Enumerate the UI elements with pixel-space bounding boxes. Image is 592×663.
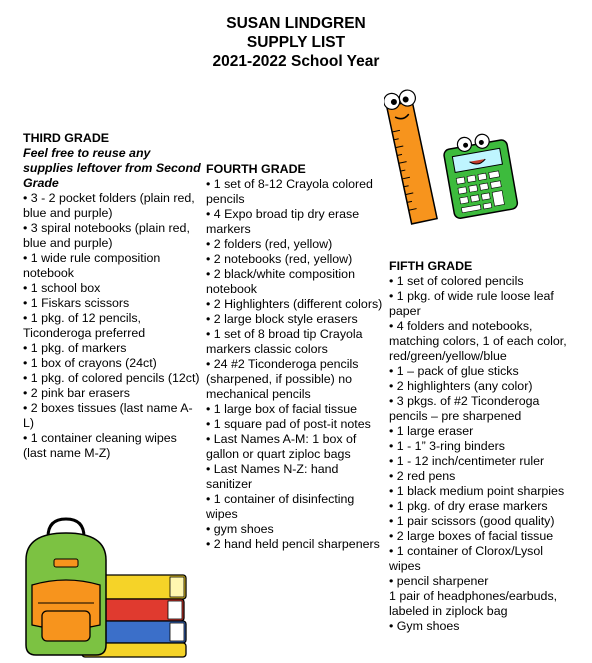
backpack-and-books-illustration: [18, 515, 193, 660]
third-grade-column: [23, 131, 203, 461]
list-item: • gym shoes: [206, 522, 274, 536]
list-item: • 2 highlighters (any color): [389, 379, 533, 393]
list-item: • 1 wide rule composition notebook: [23, 251, 161, 280]
teacher-name: SUSAN LINDGREN: [226, 15, 366, 32]
list-item: • 2 large boxes of facial tissue: [389, 529, 554, 543]
list-item: • 2 notebooks (red, yellow): [206, 252, 353, 266]
list-item: • 2 folders (red, yellow): [206, 237, 333, 251]
list-item: • 1 container cleaning wipes (last name M-Z): [23, 431, 177, 460]
list-item: • 2 red pens: [389, 469, 456, 483]
document-title: [0, 14, 592, 71]
list-item: • 1 set of 8-12 Crayola colored pencils: [206, 177, 373, 206]
list-item: • Last Names N-Z: hand sanitizer: [206, 462, 339, 491]
list-item: • 1 set of colored pencils: [389, 274, 524, 288]
list-item: • 1 black medium point sharpies: [389, 484, 565, 498]
list-item: • 1 set of 8 broad tip Crayola markers classic colors: [206, 327, 363, 356]
list-item: 1 pair of headphones/earbuds, labeled in ziplock bag: [389, 589, 558, 618]
list-item: • 1 – pack of glue sticks: [389, 364, 519, 378]
list-item: • 3 pkgs. of #2 Ticonderoga pencils – pre sharpened: [389, 394, 540, 423]
list-item: • 2 hand held pencil sharpeners: [206, 537, 380, 551]
list-item: • 1 container of Clorox/Lysol wipes: [389, 544, 544, 573]
third-grade-note: Feel free to reuse any supplies leftover from Second Grade: [23, 146, 201, 190]
fifth-grade-column: [389, 259, 567, 634]
list-item: • 24 #2 Ticonderoga pencils (sharpened, if possible) no mechanical pencils: [206, 357, 359, 401]
list-item: • 1 pkg. of 12 pencils, Ticonderoga preferred: [23, 311, 146, 340]
fourth-grade-heading: FOURTH GRADE: [206, 162, 306, 176]
fifth-grade-heading: FIFTH GRADE: [389, 259, 473, 273]
list-title: SUPPLY LIST: [246, 34, 346, 51]
list-item: • 1 pair scissors (good quality): [389, 514, 555, 528]
list-item: • 1 Fiskars scissors: [23, 296, 130, 310]
list-item: • 1 square pad of post-it notes: [206, 417, 371, 431]
fourth-grade-column: [206, 162, 384, 552]
list-item: • 1 large eraser: [389, 424, 474, 438]
list-item: • 1 box of crayons (24ct): [23, 356, 157, 370]
list-item: • 2 large block style erasers: [206, 312, 358, 326]
list-item: • 1 school box: [23, 281, 101, 295]
backpack-icon: [26, 519, 106, 655]
list-item: • 2 Highlighters (different colors): [206, 297, 383, 311]
list-item: • 1 - 12 inch/centimeter ruler: [389, 454, 545, 468]
calculator-character-icon: [436, 130, 526, 220]
list-item: • Gym shoes: [389, 619, 460, 633]
list-item: • 1 pkg. of markers: [23, 341, 127, 355]
ruler-character-icon: [384, 88, 444, 228]
list-item: • 1 container of disinfecting wipes: [206, 492, 355, 521]
list-item: • 1 pkg. of colored pencils (12ct): [23, 371, 200, 385]
list-item: • pencil sharpener: [389, 574, 489, 588]
list-item: • 1 large box of facial tissue: [206, 402, 358, 416]
list-item: • Last Names A-M: 1 box of gallon or quart ziploc bags: [206, 432, 357, 461]
list-item: • 3 spiral notebooks (plain red, blue and purple): [23, 221, 190, 250]
list-item: • 1 pkg. of dry erase markers: [389, 499, 548, 513]
list-item: • 2 pink bar erasers: [23, 386, 130, 400]
list-item: • 2 black/white composition notebook: [206, 267, 355, 296]
list-item: • 2 boxes tissues (last name A-L): [23, 401, 193, 430]
list-item: • 4 folders and notebooks, matching colors, 1 of each color, red/green/yellow/blue: [389, 319, 567, 363]
third-grade-heading: THIRD GRADE: [23, 131, 110, 145]
list-item: • 1 - 1” 3-ring binders: [389, 439, 505, 453]
list-item: • 1 pkg. of wide rule loose leaf paper: [389, 289, 554, 318]
list-item: • 4 Expo broad tip dry erase markers: [206, 207, 360, 236]
list-item: • 3 - 2 pocket folders (plain red, blue and purple): [23, 191, 195, 220]
school-year: 2021-2022 School Year: [212, 53, 380, 70]
